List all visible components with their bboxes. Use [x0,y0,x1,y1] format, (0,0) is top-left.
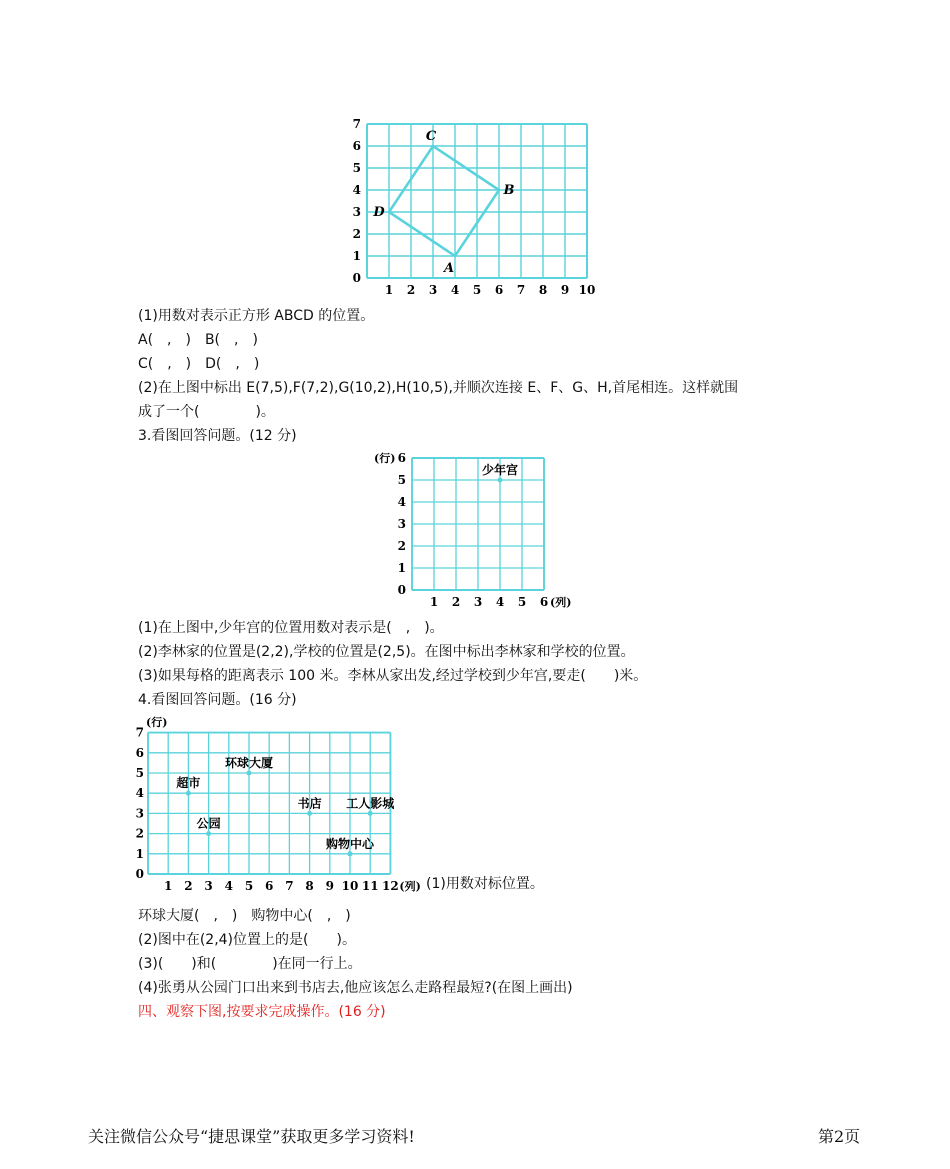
youth-palace-grid-figure [370,450,590,610]
q4-after-axis: (1)用数对标位置。 [426,876,544,892]
x-tick-label: 5 [472,283,482,297]
y-tick-label: 5 [135,766,144,780]
x-tick-label: 6 [494,283,504,297]
x-tick-label: 3 [204,879,213,892]
place-point [368,811,373,816]
x-tick-label: 6 [539,595,549,609]
y-tick-label: 2 [352,227,361,241]
x-tick-label: 12 [382,879,399,892]
q4-line-1: 环球大厦( , ) 购物中心( , ) [138,908,351,924]
footer-page-number: 第2页 [818,1127,861,1146]
x-tick-label: 10 [578,283,596,297]
y-tick-label: 0 [135,867,144,881]
x-tick-label: 4 [450,283,460,297]
y-tick-label: 7 [135,725,144,740]
place-label: 少年宫 [481,463,519,477]
y-tick-label: 7 [352,117,361,131]
place-point [247,771,252,776]
x-tick-label: 5 [244,879,254,892]
y-tick-label: 4 [135,786,144,801]
q3-line-3: (3)如果每格的距离表示 100 米。李林从家出发,经过学校到少年宫,要走( )米。 [138,668,648,684]
place-label: 购物中心 [325,836,375,851]
x-tick-label: 9 [560,283,570,297]
x-tick-label: 2 [451,595,461,609]
place-point [206,831,211,836]
column-axis-label: (列) [550,596,572,609]
place-point [307,811,312,816]
row-axis-label: (行) [374,452,396,465]
q2-line-4: (2)在上图中标出 E(7,5),F(7,2),G(10,2),H(10,5),并顺次连接 E、F、G、H,首尾相连。这样就围 [138,380,739,396]
x-tick-label: 7 [516,283,526,297]
x-tick-label: 1 [429,595,439,609]
x-tick-label: 9 [325,879,334,892]
q4-line-2: (2)图中在(2,4)位置上的是( )。 [138,932,356,948]
square-abcd [389,146,499,256]
x-tick-label: 3 [428,283,438,297]
vertex-label-a: A [443,261,455,276]
y-tick-label: 4 [397,495,406,509]
vertex-label-c: C [425,129,437,144]
x-tick-label: 3 [473,595,483,609]
q4-line-3: (3)( )和( )在同一行上。 [138,956,362,972]
q4-line-4: (4)张勇从公园门口出来到书店去,他应该怎么走路程最短?(在图上画出) [138,980,573,996]
place-label: 书店 [297,796,322,811]
y-tick-label: 5 [397,473,406,487]
place-point [498,478,503,483]
city-map-grid [136,715,421,892]
y-tick-label: 1 [397,561,406,575]
place-label: 环球大厦 [224,756,274,770]
x-tick-label: 8 [538,283,548,297]
column-axis-label: (列) [399,880,421,892]
q2-line-3: C( , ) D( , ) [138,356,260,372]
q3-line-2: (2)李林家的位置是(2,2),学校的位置是(2,5)。在图中标出李林家和学校的位置。 [138,644,635,660]
square-grid-figure [340,112,610,297]
city-map-grid-figure [130,712,430,892]
y-tick-label: 3 [352,205,361,219]
y-tick-label: 4 [352,183,361,197]
place-label: 公园 [196,816,221,831]
q2-line-5: 成了一个( )。 [138,404,275,420]
x-tick-label: 11 [361,879,379,892]
x-tick-label: 7 [285,879,294,892]
x-tick-label: 1 [384,283,394,297]
y-tick-label: 1 [135,846,144,861]
y-tick-label: 6 [352,139,361,153]
place-point [186,791,191,796]
y-tick-label: 5 [352,161,361,175]
q2-line-1: (1)用数对表示正方形 ABCD 的位置。 [138,308,375,324]
youth-palace-grid [374,451,571,609]
y-tick-label: 3 [135,806,144,821]
x-tick-label: 5 [517,595,527,609]
y-tick-label: 2 [135,826,144,841]
place-label: 工人影城 [346,796,395,811]
footer-promo: 关注微信公众号“捷思课堂”获取更多学习资料! [88,1127,415,1146]
y-tick-label: 1 [352,249,361,263]
row-axis-label: (行) [146,716,168,729]
x-tick-label: 2 [184,879,193,892]
x-tick-label: 10 [341,879,359,892]
x-tick-label: 4 [224,879,233,892]
y-tick-label: 0 [352,271,361,285]
y-tick-label: 6 [135,745,144,760]
y-tick-label: 0 [397,583,406,597]
y-tick-label: 6 [397,451,406,465]
x-tick-label: 8 [305,879,314,892]
vertex-label-b: B [503,183,515,198]
q2-line-2: A( , ) B( , ) [138,332,258,348]
y-tick-label: 2 [397,539,406,553]
x-tick-label: 1 [164,879,173,892]
square-grid [353,117,596,297]
place-point [348,851,353,856]
x-tick-label: 2 [406,283,416,297]
y-tick-label: 3 [397,517,406,531]
q4-heading: 4.看图回答问题。(16 分) [138,692,297,708]
section-4-heading: 四、观察下图,按要求完成操作。(16 分) [138,1004,386,1020]
vertex-label-d: D [373,205,385,220]
x-tick-label: 4 [495,595,505,609]
q3-heading: 3.看图回答问题。(12 分) [138,428,297,444]
x-tick-label: 6 [265,879,274,892]
place-label: 超市 [176,776,201,791]
q3-line-1: (1)在上图中,少年宫的位置用数对表示是( , )。 [138,620,444,636]
